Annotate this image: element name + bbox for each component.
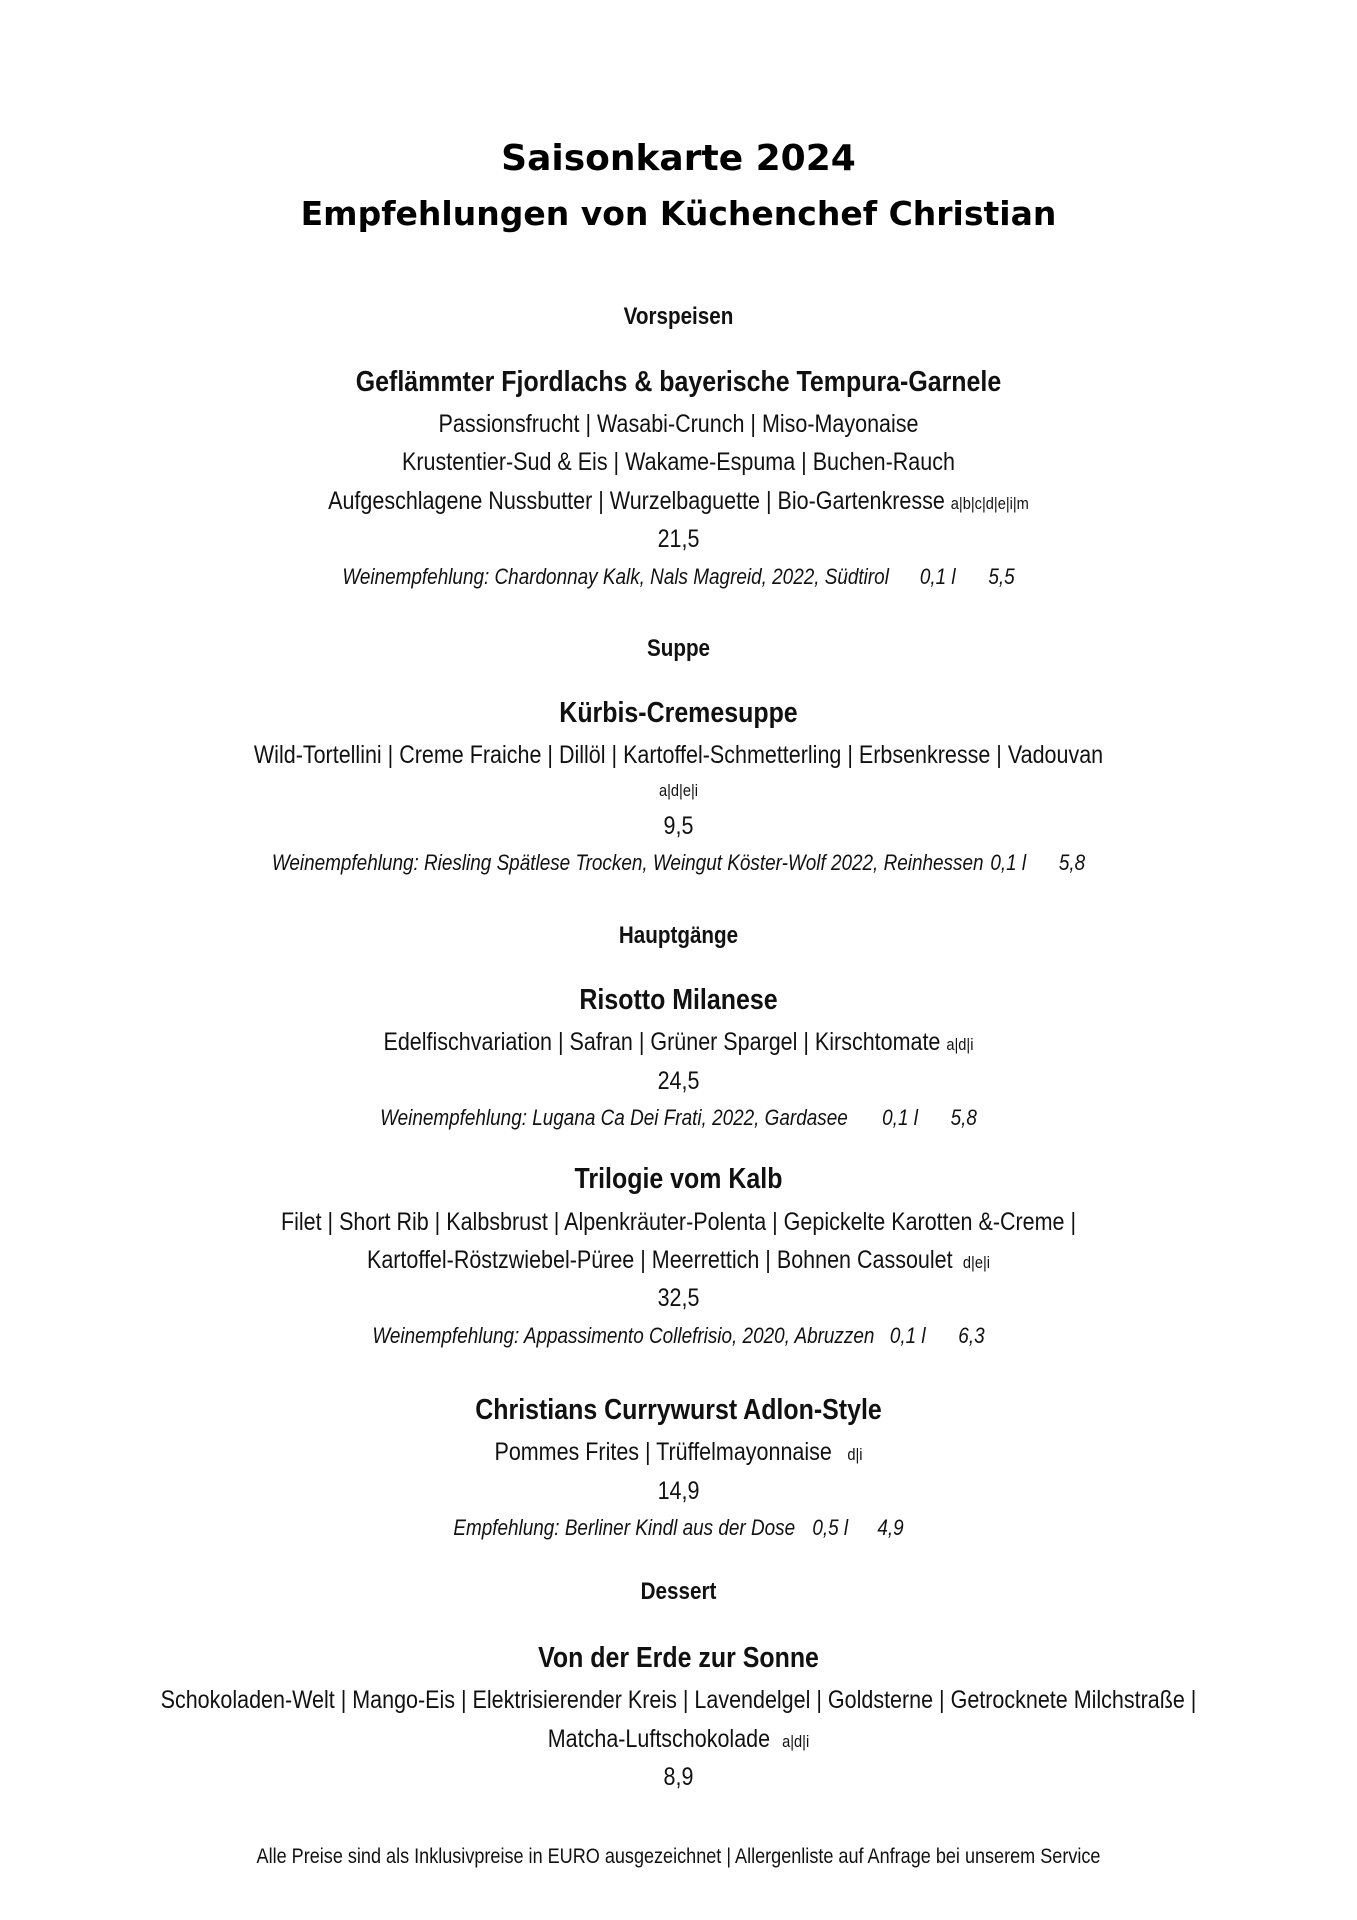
wine-recommendation — [95, 1105, 1262, 1131]
footer-note: Alle Preise sind als Inklusivpreise in EURO ausgezeichnet | Allergenliste auf Anfrage bei unserem Service — [256, 1845, 1101, 1868]
wine-name: Weinempfehlung: Riesling Spätlese Trocken, Weingut Köster-Wolf 2022, Reinhessen — [271, 850, 984, 875]
section-heading-suppe: Suppe — [646, 635, 711, 662]
wine-name: Weinempfehlung: Appassimento Collefrisio, 2020, Abruzzen — [372, 1323, 875, 1348]
dish-description-line — [95, 1028, 1262, 1057]
drink-volume: 0,5 l — [812, 1515, 849, 1540]
section-heading-hauptgaenge: Hauptgänge — [618, 922, 739, 949]
page-subtitle: Empfehlungen von Küchenchef Christian — [300, 194, 1057, 233]
wine-volume: 0,1 l — [990, 850, 1027, 875]
dish-description-line — [95, 1725, 1262, 1754]
dish-title-risotto: Risotto Milanese — [579, 984, 778, 1016]
wine-price: 5,5 — [988, 564, 1015, 589]
wine-price: 5,8 — [1058, 850, 1086, 875]
wine-price: 5,8 — [950, 1105, 977, 1130]
dish-description-line: Krustentier-Sud & Eis | Wakame-Espuma | Buchen-Rauch — [402, 448, 955, 476]
dish-description-line: Passionsfrucht | Wasabi-Crunch | Miso-Mayonaise — [438, 410, 919, 438]
dish-title-fjordlachs: Geflämmter Fjordlachs & bayerische Tempura-Garnele — [355, 366, 1002, 398]
dish-description-line — [95, 1438, 1262, 1467]
dish-price: 8,9 — [663, 1763, 694, 1791]
dish-description-text: Edelfischvariation | Safran | Grüner Spargel | Kirschtomate — [383, 1028, 941, 1056]
dish-price: 14,9 — [657, 1477, 700, 1505]
dish-price: 24,5 — [657, 1067, 700, 1095]
wine-recommendation — [95, 1323, 1262, 1349]
dish-description-text: Aufgeschlagene Nussbutter | Wurzelbaguette | Bio-Gartenkresse — [328, 487, 945, 515]
section-heading-vorspeisen: Vorspeisen — [623, 303, 734, 330]
wine-volume: 0,1 l — [919, 564, 956, 589]
wine-recommendation — [95, 850, 1262, 876]
allergen-codes: d|e|i — [962, 1253, 991, 1272]
dish-description-line: Schokoladen-Welt | Mango-Eis | Elektrisierender Kreis | Lavendelgel | Goldsterne | Getrocknete Milchstraße | — [160, 1686, 1197, 1714]
dish-description-text: Kartoffel-Röstzwiebel-Püree | Meerrettich | Bohnen Cassoulet — [366, 1246, 953, 1274]
allergen-codes: a|d|e|i — [658, 781, 699, 800]
wine-recommendation — [95, 564, 1262, 590]
dish-price: 32,5 — [657, 1284, 700, 1312]
dish-description-line — [95, 487, 1262, 516]
dish-price: 9,5 — [663, 812, 694, 840]
dish-title-kuerbis: Kürbis-Cremesuppe — [559, 697, 798, 729]
dish-title-currywurst: Christians Currywurst Adlon-Style — [475, 1394, 882, 1426]
drink-recommendation — [95, 1515, 1262, 1541]
dish-description-text: Pommes Frites | Trüffelmayonnaise — [494, 1438, 832, 1466]
drink-price: 4,9 — [877, 1515, 904, 1540]
wine-price: 6,3 — [958, 1323, 985, 1348]
allergen-codes: a|d|i — [946, 1035, 974, 1054]
allergen-codes: d|i — [847, 1445, 863, 1464]
wine-volume: 0,1 l — [889, 1323, 926, 1348]
dish-title-kalb: Trilogie vom Kalb — [574, 1163, 783, 1195]
wine-name: Weinempfehlung: Lugana Ca Dei Frati, 2022, Gardasee — [380, 1105, 848, 1130]
dish-price: 21,5 — [657, 525, 700, 553]
allergen-codes: a|b|c|d|e|i|m — [950, 494, 1029, 513]
wine-volume: 0,1 l — [882, 1105, 918, 1130]
section-heading-dessert: Dessert — [640, 1578, 717, 1605]
page-title: Saisonkarte 2024 — [501, 138, 856, 179]
allergen-codes: a|d|i — [782, 1732, 810, 1751]
dish-description-line: Wild-Tortellini | Creme Fraiche | Dillöl | Kartoffel-Schmetterling | Erbsenkresse | Vadouvan — [253, 741, 1104, 769]
dish-description-line: Filet | Short Rib | Kalbsbrust | Alpenkräuter-Polenta | Gepickelte Karotten &-Creme | — [280, 1208, 1077, 1236]
drink-name: Empfehlung: Berliner Kindl aus der Dose — [453, 1515, 796, 1540]
wine-name: Weinempfehlung: Chardonnay Kalk, Nals Magreid, 2022, Südtirol — [342, 564, 889, 589]
dish-description-text: Matcha-Luftschokolade — [547, 1725, 771, 1753]
dish-description-line — [95, 1246, 1262, 1275]
dish-title-dessert: Von der Erde zur Sonne — [538, 1642, 819, 1674]
